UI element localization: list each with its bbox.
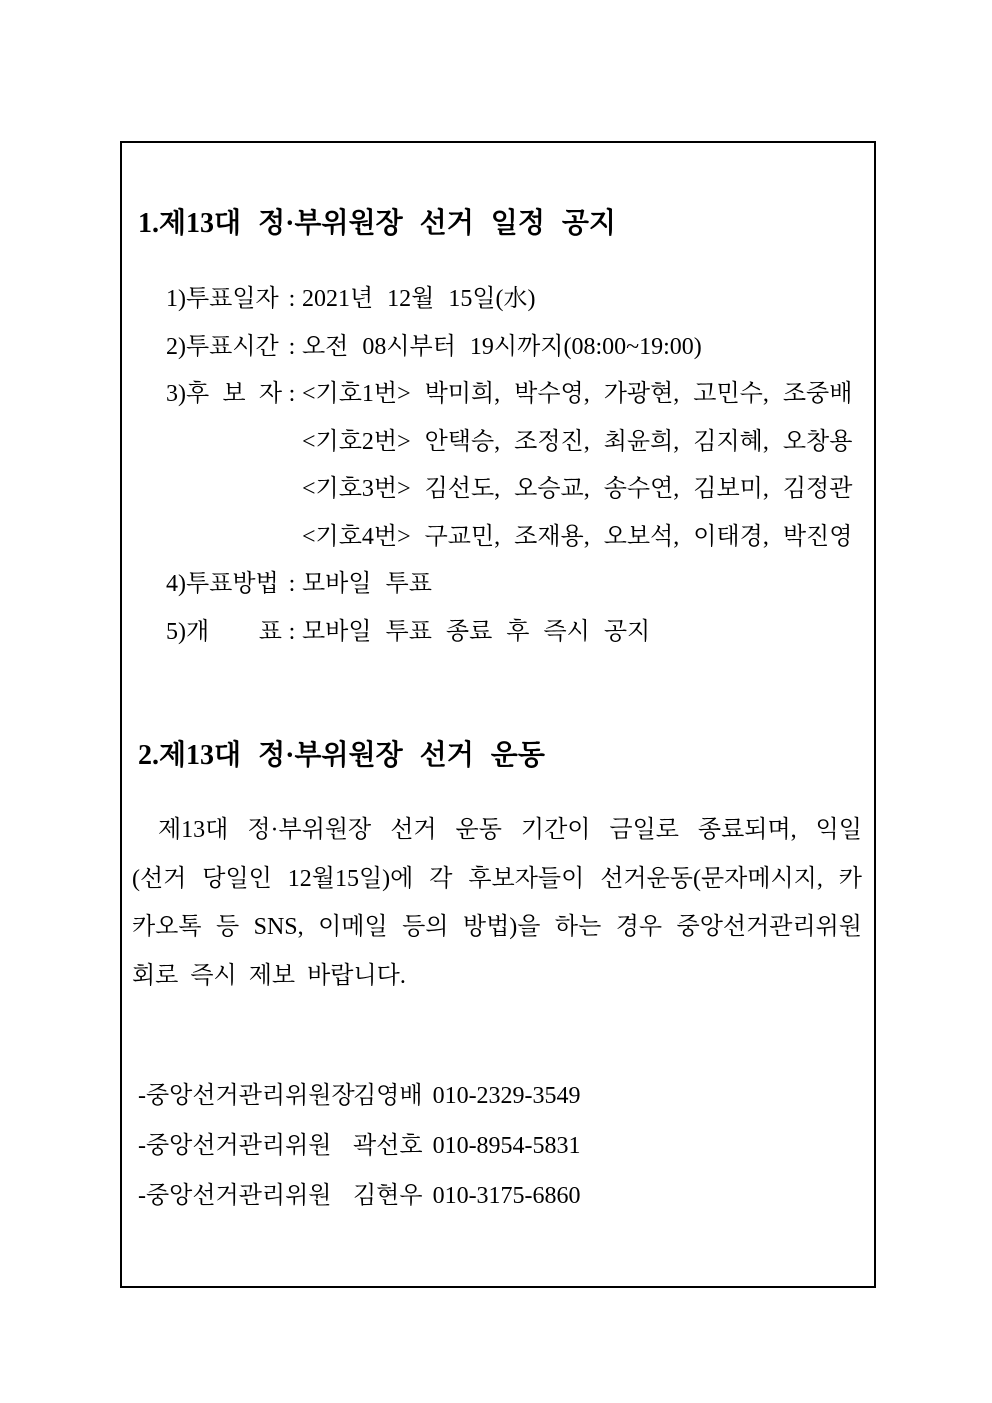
contact-name: 김현우: [353, 1183, 423, 1209]
item-value: 오전 08시부터 19시까지(08:00~19:00): [302, 333, 702, 360]
list-item-candidates-4: [166, 514, 852, 562]
item-colon: :: [288, 618, 296, 645]
contact-role: -중앙선거관리위원: [138, 1133, 332, 1159]
item-value: <기호4번> 구교민, 조재용, 오보석, 이태경, 박진영: [302, 523, 853, 550]
section2-heading: 2.제13대 정·부위원장 선거 운동: [138, 740, 545, 771]
list-item-vote-date: [166, 276, 852, 324]
election-schedule-list: [166, 276, 852, 656]
paragraph-line: 제13대 정·부위원장 선거 운동 기간이 금일로 종료되며, 익일: [158, 817, 862, 843]
contact-list: [138, 1071, 581, 1221]
paragraph-line: 카오톡 등 SNS, 이메일 등의 방법)을 하는 경우 중앙선거관리위원: [132, 914, 862, 940]
contact-row-chairman: [138, 1071, 581, 1121]
item-value: <기호3번> 김선도, 오승교, 송수연, 김보미, 김정관: [302, 476, 853, 502]
paragraph-line: (선거 당일인 12월15일)에 각 후보자들이 선거운동(문자메시지, 카: [132, 865, 862, 892]
item-label: 2)투표시간: [166, 333, 279, 360]
item-colon: :: [288, 286, 296, 312]
paragraph-line: 회로 즉시 제보 바랍니다.: [132, 962, 406, 989]
list-item-candidates-2: [166, 419, 852, 467]
campaign-paragraph: [132, 806, 862, 1000]
item-value: <기호1번> 박미희, 박수영, 가광현, 고민수, 조중배: [302, 381, 853, 407]
document-border: [120, 141, 876, 1288]
contact-name: 김영배: [353, 1083, 423, 1109]
list-item-candidates-3: [166, 466, 852, 514]
contact-row-member-2: [138, 1171, 581, 1221]
item-value: 2021년 12월 15일(水): [302, 286, 536, 312]
list-item-vote-time: [166, 324, 852, 372]
list-item-candidates-1: [166, 371, 852, 419]
contact-phone: 010-2329-3549: [432, 1083, 581, 1109]
list-item-count-announce: [166, 609, 852, 657]
item-colon: :: [288, 571, 296, 597]
item-label: 1)투표일자: [166, 286, 279, 312]
item-label: 3)후 보 자: [166, 381, 282, 407]
item-value: 모바일 투표: [302, 571, 432, 597]
item-value: <기호2번> 안택승, 조정진, 최윤희, 김지혜, 오창용: [302, 428, 853, 455]
list-item-vote-method: [166, 561, 852, 609]
contact-role: -중앙선거관리위원: [138, 1183, 332, 1209]
section1-heading: 1.제13대 정·부위원장 선거 일정 공지: [138, 208, 616, 239]
contact-row-member-1: [138, 1121, 581, 1171]
item-colon: :: [288, 333, 296, 360]
contact-phone: 010-8954-5831: [432, 1133, 581, 1159]
contact-phone: 010-3175-6860: [432, 1183, 581, 1209]
contact-role: -중앙선거관리위원장: [138, 1083, 355, 1109]
item-label: 5)개 표: [166, 618, 282, 645]
item-colon: :: [288, 381, 296, 407]
contact-name: 곽선호: [353, 1133, 423, 1159]
item-label: 4)투표방법: [166, 571, 279, 597]
item-value: 모바일 투표 종료 후 즉시 공지: [302, 618, 651, 645]
